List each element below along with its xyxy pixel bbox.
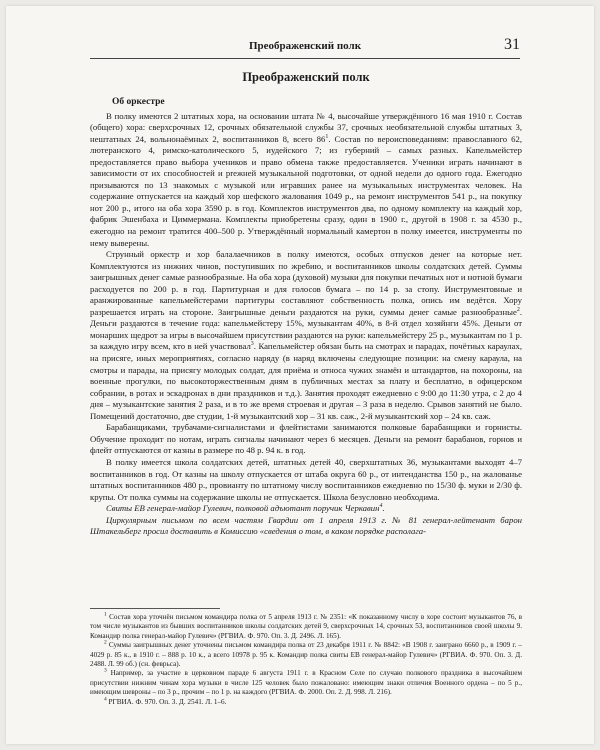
paragraph-text: Барабанщиками, трубачами-сигналистами и флейтистами занимаются полковые барабанщики и горнисты. Обучение проходит по нотам, играть сигналы начинают через 6 месяцев. Деньги на ремонт барабанов, горнов и флейт отпускаются от казны в размере по 48 р. 94 к. в год. (90, 422, 522, 456)
document-page (6, 6, 594, 744)
footnote-ref[interactable]: 4 (379, 503, 383, 510)
footnote-text: Например, за участие в церковном параде 6 августа 1911 г. в Красном Селе по случаю полкового праздника в высочайшем присутствии нижним чинам хора музыки в числе 125 человек было пожаловано: имеющим знаки отличия Военного ордена – по 5 р., имеющим шевроны – по 3 р., прочим – по 1 р. на каждого (РГВИА. Ф. 2000. Оп. 2. Д. 998. Л. 216). (90, 669, 523, 697)
paragraph-string-orchestra (90, 249, 522, 422)
paragraph-text: . Капельмейстер обязан быть на смотрах и парадах, почётных караулах, на присяге, иных мероприятиях, согласно наряду (в наряд включены следующие позиции: на смену караула, на смотры и парады, на присягу молодых солдат, для приёма и относа чужих знамён и штандартов, на похороны, на военные прогулки, по высокоторжественным дням в публичных местах за плату и бесплатно, в офицерском собрании, в ротах и эскадронах в дни праздников и т.д.). Занятия проходят ежедневно с 9:00 до 11:30 утра, с 2 до 4 дня – музыкантские занятия 2 раза, и в то же время строевая и другая – 3 раза в неделю. Срывов занятий не было. Помещений достаточно, две студии, 1-й музыкантский хор – 31 кв. саж., 2-й музыкантский хор – 24 кв. саж. (90, 341, 522, 421)
paragraph-text: В полку имеется школа солдатских детей, штатных детей 40, сверхштатных 36, музыкантами выходят 4–7 воспитанников в год. От казны на школу отпускается от штаба округа 60 р., от интенданства 150 р., на жалованье штатных воспитанников 480 р., провианту по штатному числу воспитанников ежедневно по 15/30 ф. муки и 2/30 ф. крупы. От полка суммы на содержание школы не отпускается. Школа безусловно необходима. (90, 456, 522, 502)
footnote-text: Состав хора уточнён письмом командира полка от 5 апреля 1913 г. № 2351: «К показанному числу в хоре состоит музыкантов 76, в том числе музыкантов из бывших воспитанников школы солдатских детей 9, сверхсрочных 14, срочных 53, воспитанников своей школы 9. Командир полка генерал-майор Гулевич» (РГВИА. Ф. 970. Оп. 3. Д. 2496. Л. 165). (90, 613, 522, 640)
footnote-number: 3 (104, 668, 107, 675)
paragraph-text: . (382, 503, 385, 514)
paragraph-drummers (90, 422, 522, 457)
main-content (90, 70, 522, 538)
chapter-title: Преображенский полк (242, 70, 370, 84)
footnote-number: 2 (104, 639, 107, 646)
footnote-number: 4 (104, 696, 107, 703)
paragraph-text: В полку имеются 2 штатных хора, на основании штата № 4, высочайше утверждённого 16 мая 1910 г. Состав (общего) хора: сверхсрочных 12, срочных обязательной службы 37, срочных необязательной службы штатных 3, нештатных 24, вольнонаёмных 2, воспитанников 8, всего 86 (90, 110, 522, 144)
footnote-2 (90, 641, 522, 669)
paragraph-signature (90, 503, 522, 515)
paragraph-text: . Состав по вероисповеданиям: православного 62, лютеранского 4, римско-католического 5, иудейского 7; из губерний – самых разных. Капельмейстер предоставляется право выбора учеников и право обмена также предоставляется. Ученики играть начинают в зависимости от их способностей и prежней музыкальной подготовки, от одной недели до одного года. Ежегодно призываются по 13 знакомых с музыкой или игравших ранее на музыкальных инструментах человек. На содержание отпускается на каждый хор шефского жалования 1049 р., на ремонт инструментов 541 р., на покупку нот 200 р., итого на оба хора 3590 р. в год. Комплектов инструментов два, по одному комплекту на каждый хор, фабрик Эшенбаха и Циммермана. Комплекты приобретены сразу, один в 1900 г., другой в 1908 г. за 4530 р., ежегодно на ремонт тратится 400–500 р. Утверждённый нормальный камертон в полку имеется, инструменты по нему выверены. (90, 133, 522, 248)
footnote-number: 1 (104, 611, 107, 618)
paragraph-orchestra (90, 111, 522, 250)
footnote-text: РГВИА. Ф. 970. Оп. 3. Д. 2541. Л. 1–6. (108, 697, 227, 706)
paragraph-text: Струнный оркестр и хор балалаечников в полку имеются, особых отпусков денег на которые нет. Комплектуются из нижних чинов, поступивших по жребию, и воспитанников школы солдатских детей. Суммы заигрышных денег самые разнообразные. На оба хора (духовой) музыки для покупки печатных нот и нотной бумаги расходуется по 200 р. в год. Партитурная и для голосов бумага – по 14 р. за стопу. Инструментовные и аранжированные капельмейстерами партитуры составляют собственность полка, опись им ведётся. Хору разрешается играть на стороне. Заигрышные деньги раздаются на руки, суммы денег самые разнообразные (90, 249, 522, 317)
footnotes (90, 608, 522, 707)
footnote-divider (90, 608, 220, 609)
footnote-ref[interactable]: 3 (250, 341, 254, 348)
footnote-ref[interactable]: 1 (325, 133, 329, 140)
running-header (90, 36, 520, 59)
footnote-1 (90, 613, 522, 641)
footnote-text: Суммы заигрышных денег уточнены письмом командира полка от 23 декабря 1911 г. № 8842: «В 1908 г. заиграно 6660 р., в 1909 г. – 4029 р. 85 к., в 1910 г. – 888 р. 10 к., а всего 10978 р. 95 к. Командир полка свиты ЕВ генерал-майор Гулевич» (РГВИА. Ф. 970. Оп. 3. Д. 2488. Л. 99 об.) (сн. феврьса). (90, 641, 522, 669)
paragraph-text: Свиты ЕВ генерал-майор Гулевич, полковой адъютант поручик Черкавин (106, 503, 380, 514)
paragraph-school (90, 457, 522, 503)
section-title: Об оркестре (112, 97, 165, 107)
footnote-ref[interactable]: 2 (516, 306, 520, 313)
running-title: Преображенский полк (248, 40, 362, 52)
page-number: 31 (504, 36, 520, 53)
footnote-4 (90, 698, 522, 707)
paragraph-text: Циркулярным письмом по всем частям Гвардии от 1 апреля 1913 г. № 81 генерал-лейтенант барон Штакельберг просил доставить в Комиссию «сведения о том, в каком порядке располага- (90, 514, 522, 537)
paragraph-text: . Деньги раздаются в течение года: капельмейстеру 15%, музыкантам 40%, в 8-й отдел хозяйнги 45%. Деньги от монарших щедрот за игры в высочайшем присутствии раздаются на руки: капельмейстеру 25 р., музыкантам по 1 р. за каждую игру всем, кто в ней участвовал (90, 306, 522, 352)
paragraph-circular (90, 515, 522, 538)
footnote-3 (90, 669, 522, 697)
